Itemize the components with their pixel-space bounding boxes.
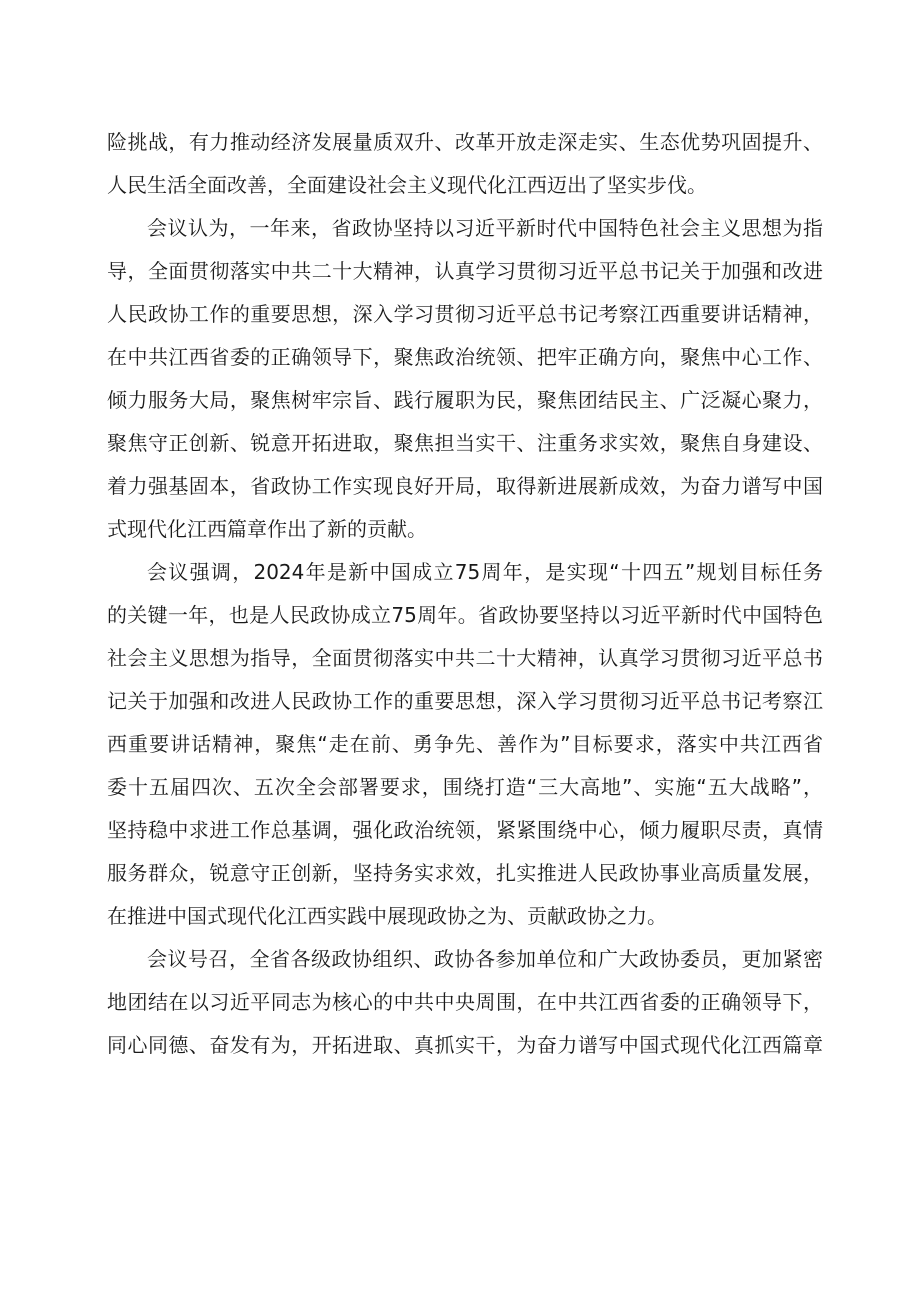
text-line: 同心同德、奋发有为，开拓进取、真抓实干，为奋力谱写中国式现代化江西篇章 [107,1033,823,1057]
text-line: 在推进中国式现代化江西实践中展现政协之为、贡献政协之力。 [107,904,667,928]
text-line: 会议强调，2024年是新中国成立75周年，是实现“十四五”规划目标任务 [147,560,823,584]
text-line: 式现代化江西篇章作出了新的贡献。 [107,517,427,541]
text-line: 倾力服务大局，聚焦树牢宗旨、践行履职为民，聚焦团结民主、广泛凝心聚力， [107,388,823,412]
text-line: 西重要讲话精神，聚焦“走在前、勇争先、善作为”目标要求，落实中共江西省 [107,732,823,756]
text-line: 委十五届四次、五次全会部署要求，围绕打造“三大高地”、实施“五大战略”， [107,775,823,799]
text-line: 在中共江西省委的正确领导下，聚焦政治统领、把牢正确方向，聚焦中心工作、 [107,345,823,369]
text-line: 险挑战，有力推动经济发展量质双升、改革开放走深走实、生态优势巩固提升、 [107,130,823,154]
text-line: 导，全面贯彻落实中共二十大精神，认真学习贯彻习近平总书记关于加强和改进 [107,259,823,283]
text-line: 坚持稳中求进工作总基调，强化政治统领，紧紧围绕中心，倾力履职尽责，真情 [107,818,823,842]
paragraph-2 [107,207,823,551]
text-line: 会议号召，全省各级政协组织、政协各参加单位和广大政协委员，更加紧密 [147,947,823,971]
text-line: 地团结在以习近平同志为核心的中共中央周围，在中共江西省委的正确领导下， [107,990,823,1014]
text-line: 人民政协工作的重要思想，深入学习贯彻习近平总书记考察江西重要讲话精神， [107,302,823,326]
paragraph-1 [107,121,823,207]
text-line: 记关于加强和改进人民政协工作的重要思想，深入学习贯彻习近平总书记考察江 [107,689,823,713]
text-line: 社会主义思想为指导，全面贯彻落实中共二十大精神，认真学习贯彻习近平总书 [107,646,823,670]
text-line: 聚焦守正创新、锐意开拓进取，聚焦担当实干、注重务求实效，聚焦自身建设、 [107,431,823,455]
text-line: 会议认为，一年来，省政协坚持以习近平新时代中国特色社会主义思想为指 [147,216,823,240]
text-line: 的关键一年，也是人民政协成立75周年。省政协要坚持以习近平新时代中国特色 [107,603,823,627]
paragraph-4 [107,938,823,1067]
text-line: 着力强基固本，省政协工作实现良好开局，取得新进展新成效，为奋力谱写中国 [107,474,823,498]
text-line: 人民生活全面改善，全面建设社会主义现代化江西迈出了坚实步伐。 [107,173,707,197]
text-line: 服务群众，锐意守正创新，坚持务实求效，扎实推进人民政协事业高质量发展， [107,861,823,885]
paragraph-3 [107,551,823,938]
document-body [107,121,823,1067]
